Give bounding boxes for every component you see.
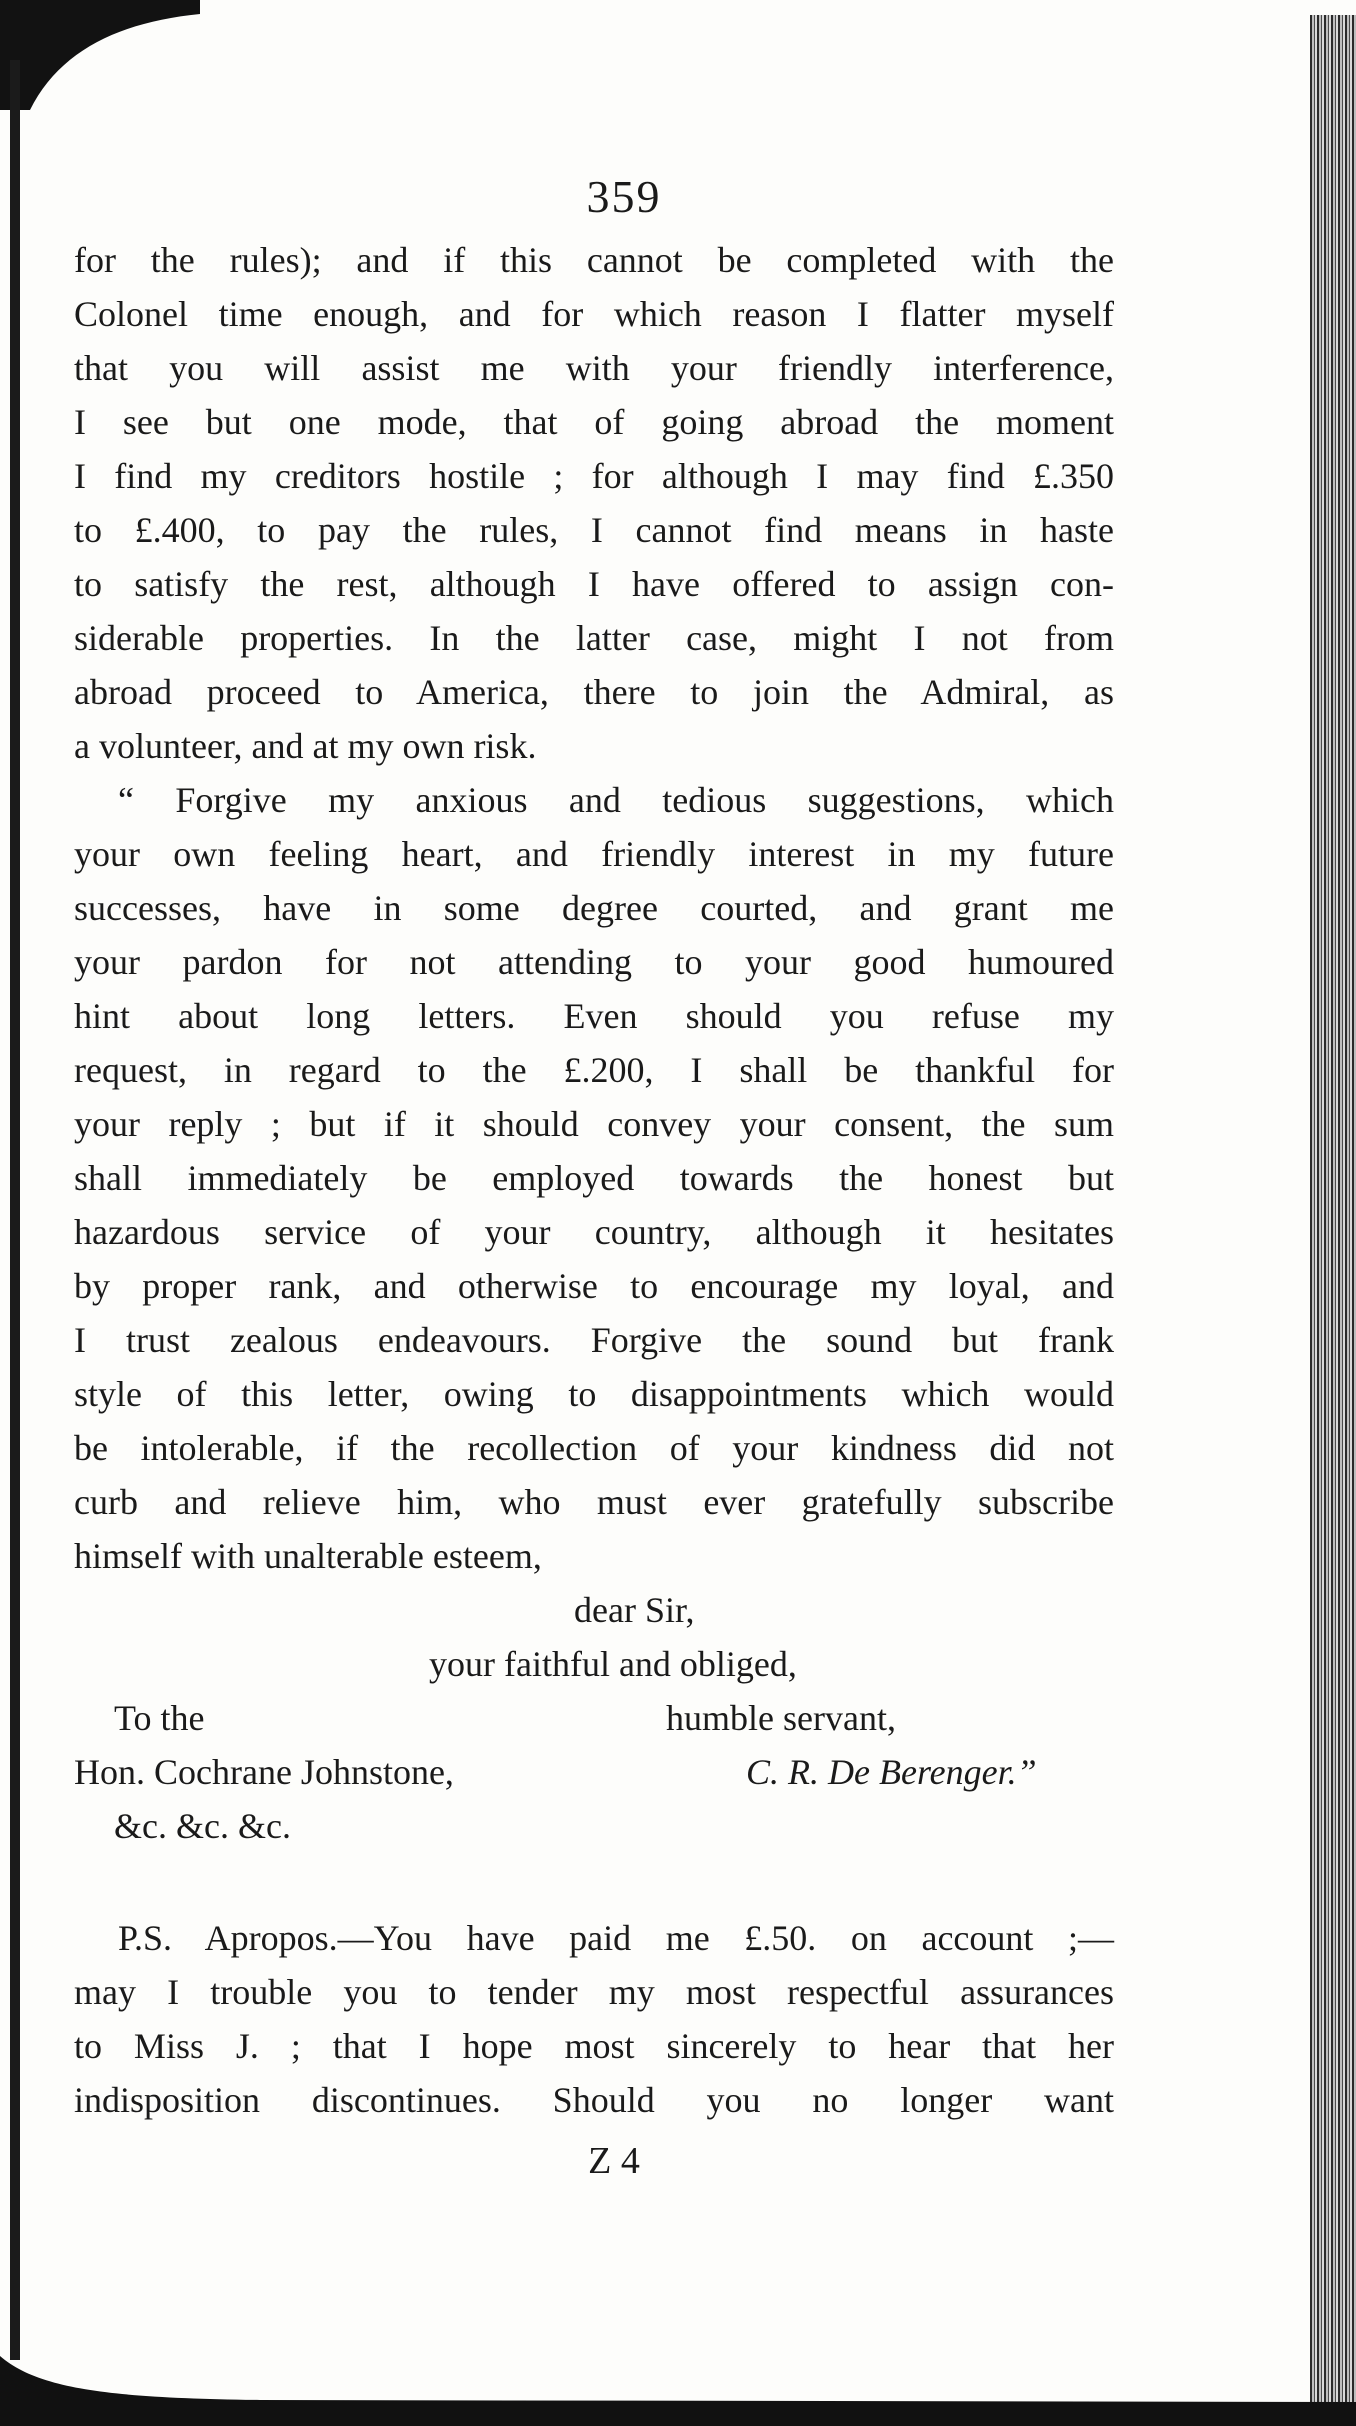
left-page-edge <box>10 60 20 2360</box>
text-line: by proper rank, and otherwise to encourage my loyal, and <box>74 1266 1114 1306</box>
text-line: himself with unalterable esteem, <box>74 1536 542 1576</box>
text-line: Colonel time enough, and for which reason I flatter myself <box>74 294 1114 334</box>
text-line: abroad proceed to America, there to join the Admiral, as <box>74 672 1114 712</box>
text-line: that you will assist me with your friendly interference, <box>74 348 1114 388</box>
text-line: “ Forgive my anxious and tedious suggestions, which <box>118 780 1114 820</box>
text-line: be intolerable, if the recollection of your kindness did not <box>74 1428 1114 1468</box>
valediction: your faithful and obliged, <box>429 1644 797 1684</box>
text-line: hint about long letters. Even should you refuse my <box>74 996 1114 1036</box>
text-line: successes, have in some degree courted, and grant me <box>74 888 1114 928</box>
humble-servant: humble servant, <box>666 1698 896 1738</box>
text-line: request, in regard to the £.200, I shall be thankful for <box>74 1050 1114 1090</box>
text-line: hazardous service of your country, although it hesitates <box>74 1212 1114 1252</box>
letter-closing <box>74 1583 1114 1853</box>
text-line: I find my creditors hostile ; for although I may find £.350 <box>74 456 1114 496</box>
salutation: dear Sir, <box>574 1590 695 1630</box>
to-the-label: To the <box>114 1698 205 1738</box>
text-line: I see but one mode, that of going abroad the moment <box>74 402 1114 442</box>
text-line: to £.400, to pay the rules, I cannot find means in haste <box>74 510 1114 550</box>
text-line: your own feeling heart, and friendly interest in my future <box>74 834 1114 874</box>
text-line: may I trouble you to tender my most respectful assurances <box>74 1972 1114 2012</box>
paragraph-2 <box>74 773 1114 1583</box>
text-line: your reply ; but if it should convey your consent, the sum <box>74 1104 1114 1144</box>
text-line: to Miss J. ; that I hope most sincerely to hear that her <box>74 2026 1114 2066</box>
addressee: Hon. Cochrane Johnstone, <box>74 1752 454 1792</box>
page-text <box>74 170 1114 2191</box>
signature-mark: Z 4 <box>588 2140 640 2182</box>
text-line: your pardon for not attending to your good humoured <box>74 942 1114 982</box>
book-spine-edge <box>1310 15 1356 2426</box>
etcetera: &c. &c. &c. <box>114 1806 291 1846</box>
text-line: shall immediately be employed towards the honest but <box>74 1158 1114 1198</box>
paragraph-1 <box>74 233 1114 773</box>
text-line: for the rules); and if this cannot be completed with the <box>74 240 1114 280</box>
page-corner-shadow <box>0 0 200 110</box>
page-number: 359 <box>586 171 662 222</box>
text-line: a volunteer, and at my own risk. <box>74 726 537 766</box>
text-line: indisposition discontinues. Should you no longer want <box>74 2080 1114 2120</box>
text-line: P.S. Apropos.—You have paid me £.50. on account ;— <box>118 1918 1114 1958</box>
postscript <box>74 1911 1114 2127</box>
text-line: siderable properties. In the latter case, might I not from <box>74 618 1114 658</box>
text-line: style of this letter, owing to disappointments which would <box>74 1374 1114 1414</box>
signature: C. R. De Berenger.” <box>746 1752 1037 1792</box>
page-bottom-shadow <box>0 2336 1356 2426</box>
text-line: curb and relieve him, who must ever gratefully subscribe <box>74 1482 1114 1522</box>
text-line: to satisfy the rest, although I have offered to assign con- <box>74 564 1114 604</box>
text-line: I trust zealous endeavours. Forgive the sound but frank <box>74 1320 1114 1360</box>
